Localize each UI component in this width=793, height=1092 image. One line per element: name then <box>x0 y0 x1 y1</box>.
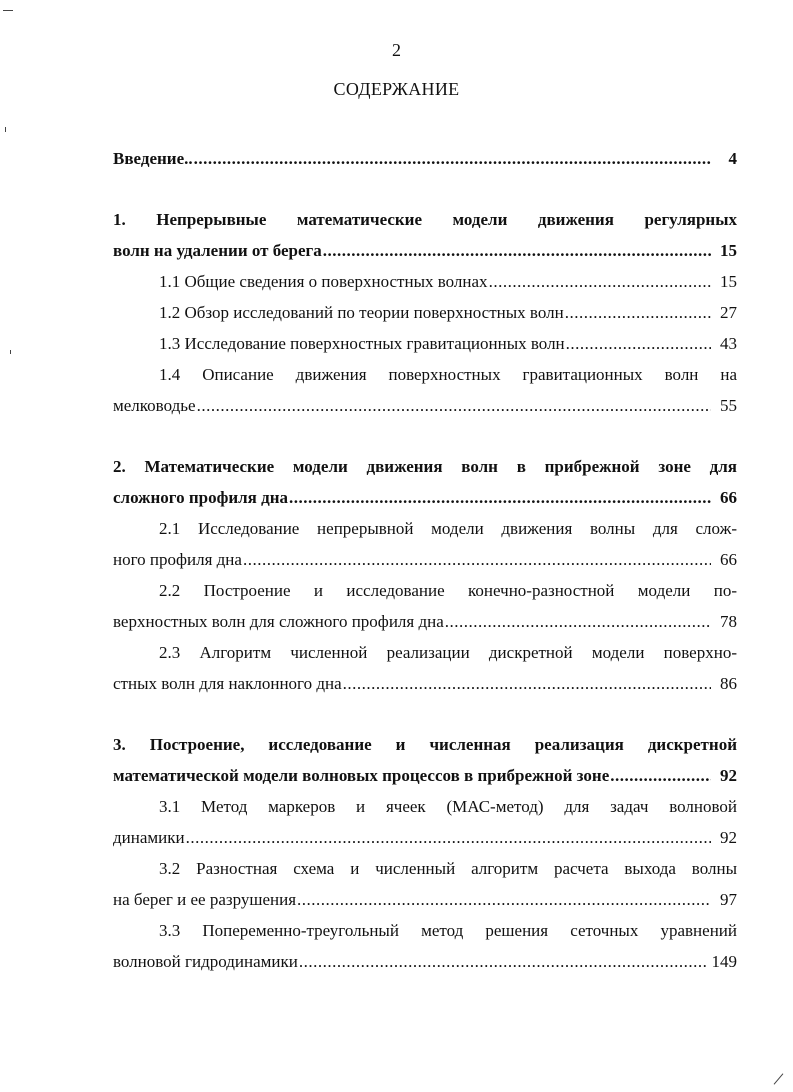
toc-entry-text: верхностных волн для сложного профиля дна <box>113 612 444 631</box>
toc-entry-text: 3.3 Попеременно-треугольный метод решения сеточных уравнений <box>159 921 737 940</box>
toc-page-number: 43 <box>720 334 737 353</box>
toc-chapter-1 <box>113 204 737 266</box>
toc-section-3-1 <box>113 791 737 853</box>
toc-page-number: 92 <box>720 828 737 847</box>
toc-line <box>113 482 737 513</box>
toc-line <box>113 915 737 946</box>
leader-dots <box>299 946 708 977</box>
leader-dots <box>289 482 711 513</box>
toc-entry-text: динамики <box>113 828 185 847</box>
toc-section-1-2 <box>113 297 737 328</box>
toc-page-number: 86 <box>720 674 737 693</box>
toc-entry-text: волн на удалении от берега <box>113 241 322 260</box>
toc-section-1-4 <box>113 359 737 421</box>
toc-entry-text: 2.1 Исследование непрерывной модели движения волны для слож- <box>159 519 737 538</box>
toc-section-2-3 <box>113 637 737 699</box>
toc-section-3-3 <box>113 915 737 977</box>
toc-line <box>113 544 737 575</box>
toc-line <box>113 729 737 760</box>
leader-dots <box>194 143 711 174</box>
leader-dots <box>343 668 711 699</box>
page-number: 2 <box>392 40 401 60</box>
toc-section-1-1 <box>113 266 737 297</box>
toc-entry-text: 1.4 Описание движения поверхностных гравитационных волн на <box>159 365 737 384</box>
leader-dots <box>297 884 711 915</box>
leader-dots <box>243 544 711 575</box>
toc-entry-text: мелководье <box>113 396 196 415</box>
toc-page-number: 27 <box>720 303 737 322</box>
leader-dots <box>610 760 711 791</box>
leader-dots <box>565 297 711 328</box>
scan-mark <box>10 350 11 354</box>
toc-page-number: 97 <box>720 890 737 909</box>
toc-line <box>113 946 737 977</box>
toc-line <box>113 359 737 390</box>
toc-entry-text: 2.3 Алгоритм численной реализации дискретной модели поверхно- <box>159 643 737 662</box>
toc-line <box>113 884 737 915</box>
toc-page-number: 92 <box>720 766 737 785</box>
toc-line <box>113 606 737 637</box>
toc-line <box>113 791 737 822</box>
toc-entry-text: ного профиля дна <box>113 550 242 569</box>
toc-entry-text: 2.2 Построение и исследование конечно-разностной модели по- <box>159 581 737 600</box>
toc-line <box>113 853 737 884</box>
toc-line <box>113 822 737 853</box>
leader-dots <box>323 235 711 266</box>
leader-dots <box>445 606 711 637</box>
scan-mark <box>774 1073 784 1084</box>
toc-page-number: 15 <box>720 272 737 291</box>
scan-mark <box>3 10 13 11</box>
leader-dots <box>197 390 711 421</box>
toc-page-number: 149 <box>711 952 737 971</box>
toc-chapter-2 <box>113 451 737 513</box>
toc-entry-intro <box>113 143 737 174</box>
toc-line <box>113 760 737 791</box>
toc-section-2-2 <box>113 575 737 637</box>
toc-page-number: 55 <box>720 396 737 415</box>
toc-line <box>113 204 737 235</box>
toc-chapter-3 <box>113 729 737 791</box>
toc-entry-text: 1.1 Общие сведения о поверхностных волнах <box>159 272 488 291</box>
toc-entry-text: 3. Построение, исследование и численная реализация дискретной <box>113 735 737 754</box>
toc-page-number: 66 <box>720 550 737 569</box>
toc-section-3-2 <box>113 853 737 915</box>
toc-entry-text: 1.2 Обзор исследований по теории поверхностных волн <box>159 303 564 322</box>
page-title: СОДЕРЖАНИЕ <box>333 79 460 99</box>
toc-page-number: 15 <box>720 241 737 260</box>
toc-line <box>113 637 737 668</box>
toc-line <box>113 668 737 699</box>
leader-dots <box>186 822 711 853</box>
scan-mark <box>5 127 6 132</box>
toc-entry-text: волновой гидродинамики <box>113 952 298 971</box>
toc-section-1-3 <box>113 328 737 359</box>
toc-page-number: 4 <box>728 149 737 168</box>
toc-entry-text: Введение.. <box>113 149 193 168</box>
toc-entry-text: 1.3 Исследование поверхностных гравитационных волн <box>159 334 565 353</box>
toc-entry-text: 3.2 Разностная схема и численный алгоритм расчета выхода волны <box>159 859 737 878</box>
toc-entry-text: на берег и ее разрушения <box>113 890 297 909</box>
toc-line <box>113 575 737 606</box>
toc-line <box>113 513 737 544</box>
toc-entry-text: 3.1 Метод маркеров и ячеек (МАС-метод) для задач волновой <box>159 797 737 816</box>
toc-page-number: 66 <box>720 488 737 507</box>
leader-dots <box>566 328 711 359</box>
toc-entry-text: стных волн для наклонного дна <box>113 674 342 693</box>
toc-section-2-1 <box>113 513 737 575</box>
toc-line <box>113 235 737 266</box>
toc-line <box>113 390 737 421</box>
table-of-contents <box>113 143 737 977</box>
toc-page-number: 78 <box>720 612 737 631</box>
toc-entry-text: 2. Математические модели движения волн в прибрежной зоне для <box>113 457 737 476</box>
toc-entry-text: 1. Непрерывные математические модели движения регулярных <box>113 210 737 229</box>
toc-entry-text: математической модели волновых процессов в прибрежной зоне <box>113 766 610 785</box>
toc-entry-text: сложного профиля дна <box>113 488 289 507</box>
leader-dots <box>489 266 711 297</box>
toc-line <box>113 451 737 482</box>
